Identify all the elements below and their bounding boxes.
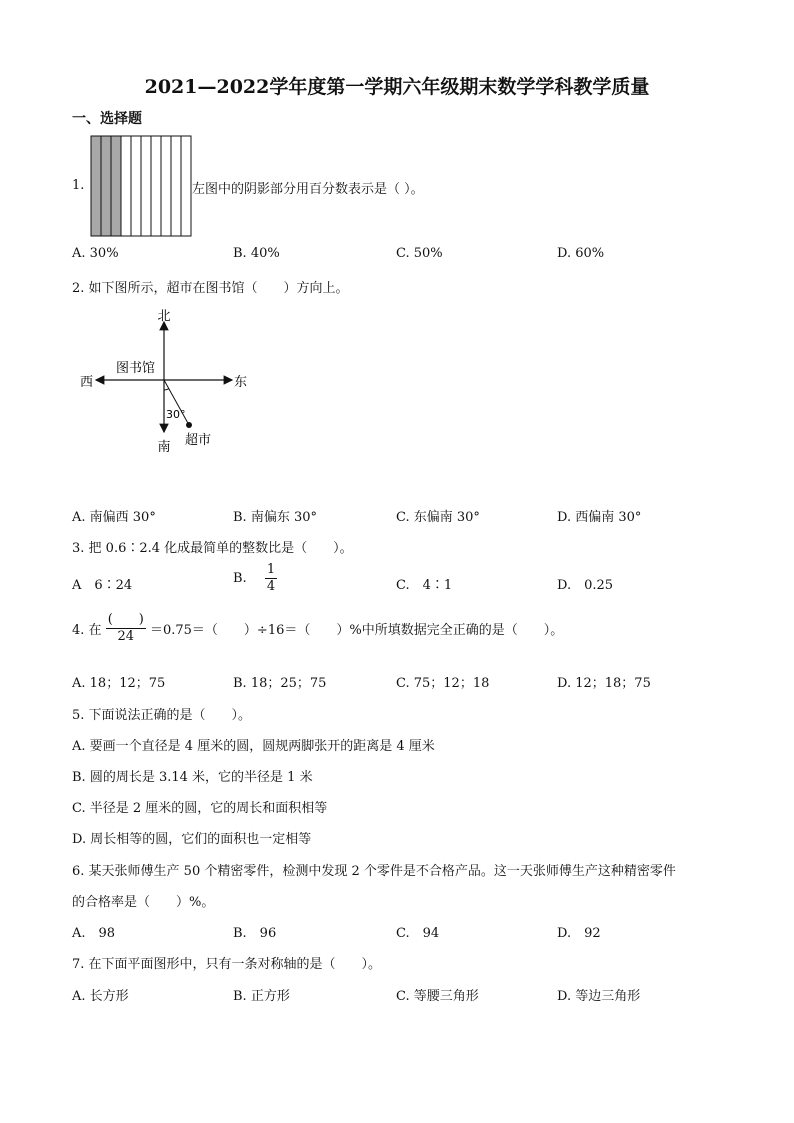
q6-text-line2: 的合格率是（ ）%。: [72, 895, 215, 910]
q4-option-a: A. 18；12；75: [72, 676, 166, 691]
q3-option-a: A 6∶24: [72, 578, 133, 593]
west-label: 西: [80, 375, 94, 390]
q7-option-a: A. 长方形: [72, 989, 129, 1004]
q4-option-d: D. 12；18；75: [557, 676, 651, 691]
q2-option-c: C. 东偏南 30°: [396, 510, 480, 525]
blank-strip: [121, 136, 131, 236]
q5-option-c: C. 半径是 2 厘米的圆，它的周长和面积相等: [72, 801, 328, 816]
q5-option-d: D. 周长相等的圆，它们的面积也一定相等: [72, 832, 312, 847]
fraction-numerator: ( ): [107, 612, 144, 627]
blank-strip: [161, 136, 171, 236]
q1-option-b: B. 40%: [233, 246, 280, 261]
q5-option-a: A. 要画一个直径是 4 厘米的圆，圆规两脚张开的距离是 4 厘米: [72, 739, 435, 754]
q5-text: 5. 下面说法正确的是（ ）。: [72, 708, 252, 723]
shaded-strip: [91, 136, 101, 236]
blank-strip: [181, 136, 191, 236]
q3-text: 3. 把 0.6∶2.4 化成最简单的整数比是（ ）。: [72, 541, 353, 556]
q3-option-b-fraction: [265, 562, 277, 595]
supermarket-label: 超市: [185, 433, 212, 448]
q1-option-a: A. 30%: [72, 246, 119, 261]
q5-option-b: B. 圆的周长是 3.14 米，它的半径是 1 米: [72, 770, 313, 785]
q7-text: 7. 在下面平面图形中，只有一条对称轴的是（ ）。: [72, 957, 382, 972]
supermarket-dot: [186, 422, 192, 428]
q4-prefix: 4. 在: [72, 623, 102, 638]
q2-direction-diagram: [70, 300, 270, 460]
angle-arc: [164, 389, 169, 390]
page-title: 2021—2022学年度第一学期六年级期末数学学科教学质量: [144, 76, 650, 98]
q6-option-c: C. 94: [396, 926, 440, 941]
q4-fraction: [106, 612, 146, 645]
q7-option-d: D. 等边三角形: [557, 989, 641, 1004]
q2-option-a: A. 南偏西 30°: [72, 510, 156, 525]
q6-option-a: A. 98: [72, 926, 116, 941]
fraction-denominator: 24: [117, 629, 135, 644]
east-label: 东: [234, 375, 248, 390]
q3-option-b-letter: B.: [233, 571, 247, 586]
fraction-numerator: 1: [266, 562, 276, 577]
q3-option-d: D. 0.25: [557, 578, 614, 593]
q4-option-c: C. 75；12；18: [396, 676, 490, 691]
shaded-strip: [111, 136, 121, 236]
blank-strip: [151, 136, 161, 236]
blank-strip: [141, 136, 151, 236]
q4-line: [72, 612, 563, 645]
south-label: 南: [157, 440, 171, 455]
fraction-denominator: 4: [266, 579, 276, 594]
blank-strip: [171, 136, 181, 236]
q1-option-d: D. 60%: [557, 246, 605, 261]
q2-text: 2. 如下图所示，超市在图书馆（ ）方向上。: [72, 281, 349, 296]
q1-text: 左图中的阴影部分用百分数表示是（ ）。: [192, 182, 424, 197]
angle-label: 30°: [166, 408, 186, 421]
q1-number: 1.: [72, 178, 85, 193]
q2-option-b: B. 南偏东 30°: [233, 510, 317, 525]
q1-option-c: C. 50%: [396, 246, 443, 261]
q4-rest: ＝0.75＝（ ）÷16＝（ ）%中所填数据完全正确的是（ ）。: [149, 623, 564, 638]
q1-strip-figure: [90, 135, 192, 237]
library-label: 图书馆: [116, 361, 156, 376]
shaded-strip: [101, 136, 111, 236]
q4-option-b: B. 18；25；75: [233, 676, 327, 691]
q7-option-b: B. 正方形: [233, 989, 290, 1004]
q6-option-b: B. 96: [233, 926, 277, 941]
q3-option-c: C. 4∶1: [396, 578, 453, 593]
blank-strip: [131, 136, 141, 236]
section-heading: 一、选择题: [72, 111, 142, 127]
q6-text-line1: 6. 某天张师傅生产 50 个精密零件，检测中发现 2 个零件是不合格产品。这一天张师傅生产这种精密零件: [72, 864, 676, 879]
q6-option-d: D. 92: [557, 926, 601, 941]
north-label: 北: [157, 309, 171, 324]
q7-option-c: C. 等腰三角形: [396, 989, 479, 1004]
q2-option-d: D. 西偏南 30°: [557, 510, 642, 525]
q3-option-b: [233, 562, 277, 595]
